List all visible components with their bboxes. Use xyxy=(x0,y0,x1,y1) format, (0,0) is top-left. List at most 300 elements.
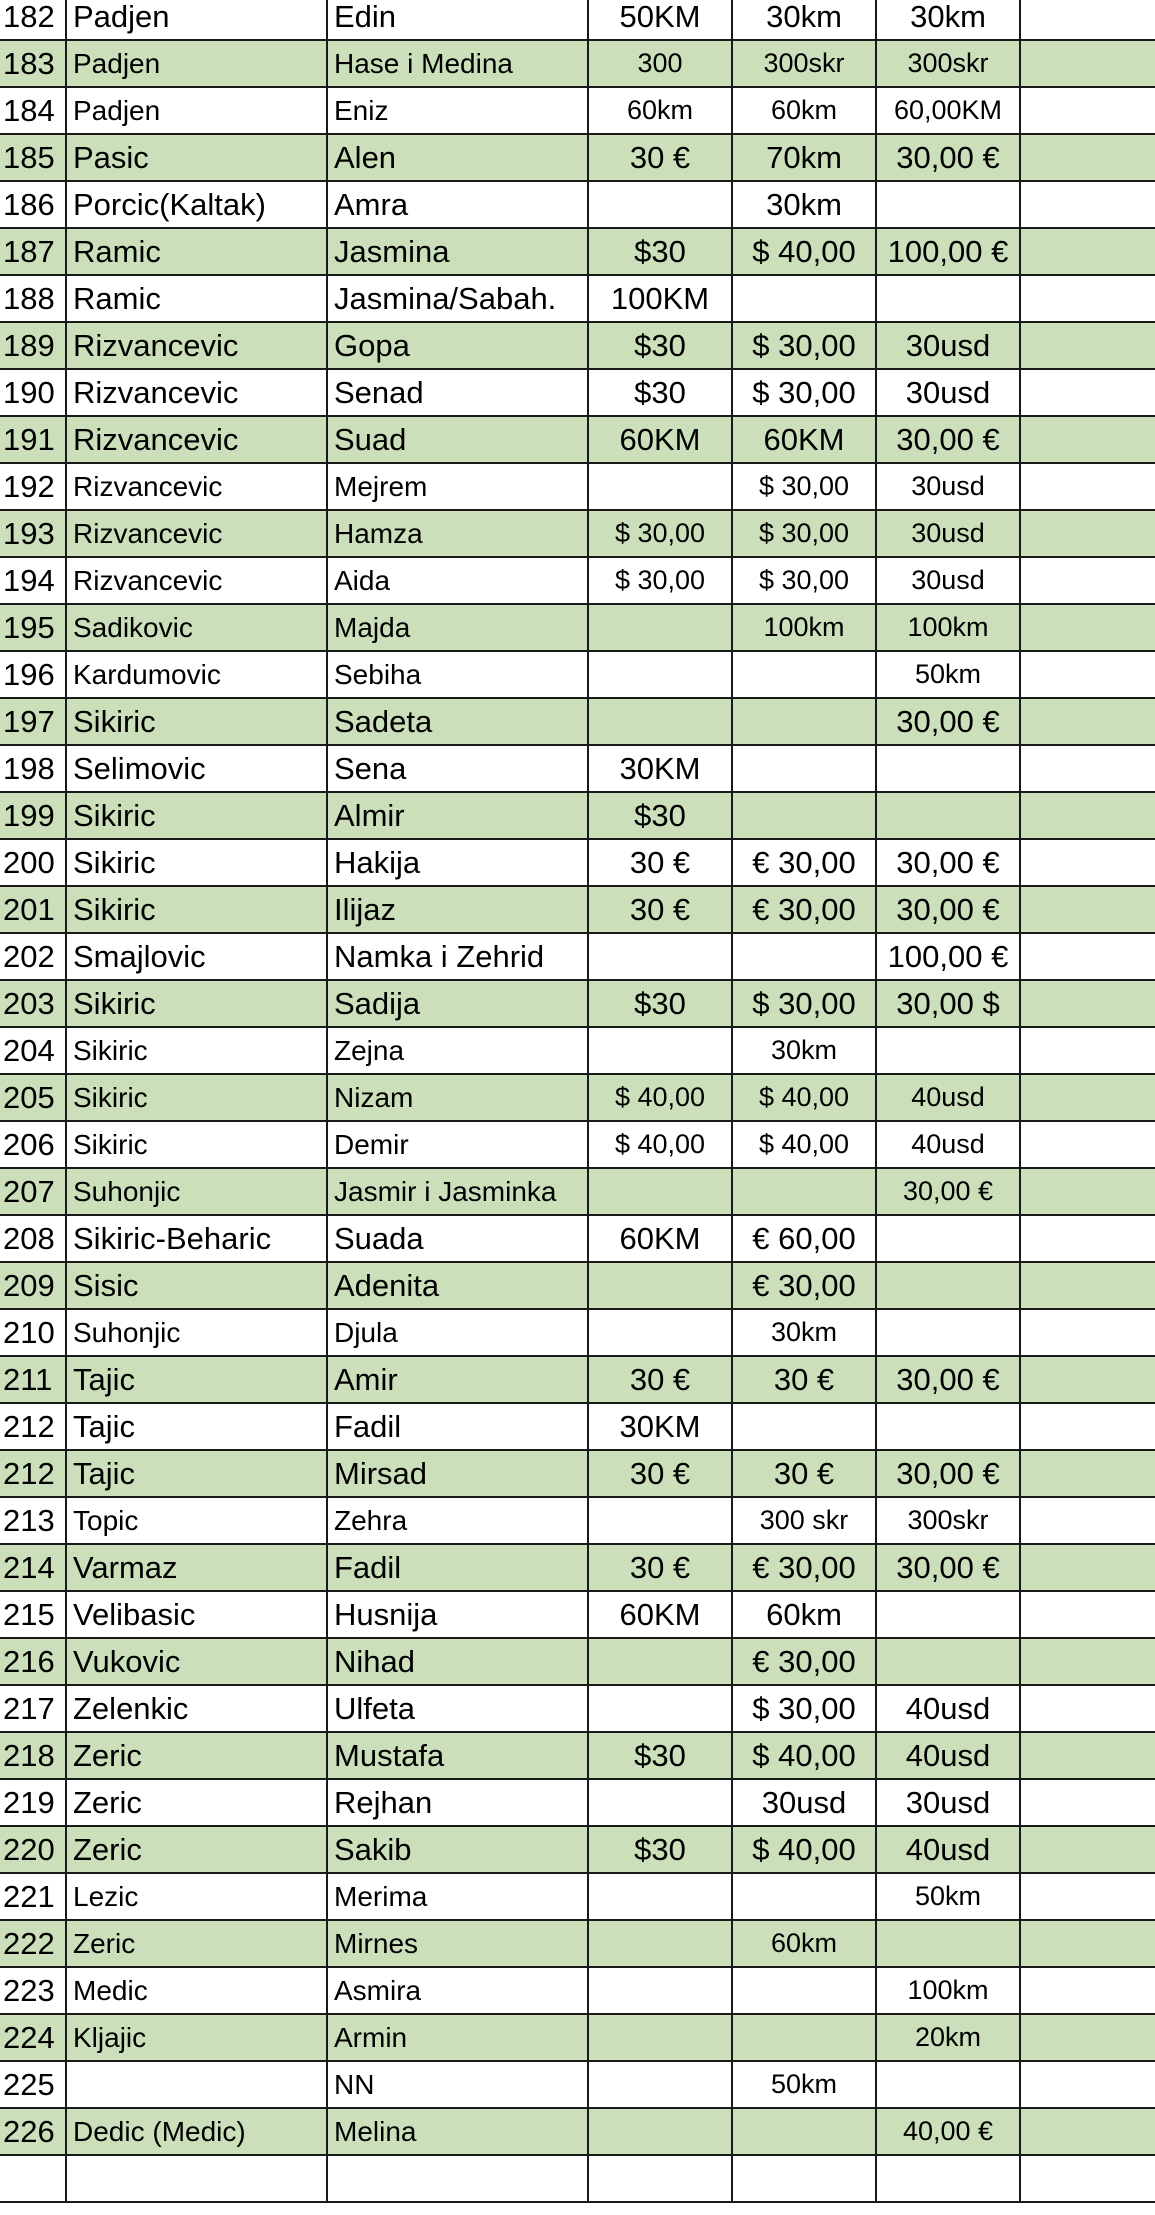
last-name-cell[interactable]: Zeric xyxy=(66,1920,327,1967)
row-number-cell[interactable]: 222 xyxy=(0,1920,66,1967)
last-name-cell[interactable]: Tajic xyxy=(66,1356,327,1403)
empty-cell[interactable] xyxy=(1020,2108,1155,2155)
first-name-cell[interactable]: Sadeta xyxy=(327,698,588,745)
amount-cell-2[interactable] xyxy=(732,2155,876,2202)
empty-cell[interactable] xyxy=(1020,604,1155,651)
amount-cell-3[interactable]: 30,00 € xyxy=(876,886,1020,933)
table-row[interactable] xyxy=(0,228,1155,275)
last-name-cell[interactable]: Selimovic xyxy=(66,745,327,792)
amount-cell-2[interactable] xyxy=(732,1403,876,1450)
amount-cell-3[interactable]: 30usd xyxy=(876,1779,1020,1826)
first-name-cell[interactable]: Nihad xyxy=(327,1638,588,1685)
empty-cell[interactable] xyxy=(1020,1121,1155,1168)
row-number-cell[interactable]: 182 xyxy=(0,0,66,40)
table-row[interactable] xyxy=(0,87,1155,134)
row-number-cell[interactable]: 205 xyxy=(0,1074,66,1121)
first-name-cell[interactable]: Nizam xyxy=(327,1074,588,1121)
amount-cell-3[interactable]: 30,00 € xyxy=(876,1544,1020,1591)
amount-cell-1[interactable] xyxy=(588,2014,732,2061)
last-name-cell[interactable]: Padjen xyxy=(66,40,327,87)
table-row[interactable] xyxy=(0,745,1155,792)
amount-cell-3[interactable] xyxy=(876,1262,1020,1309)
last-name-cell[interactable] xyxy=(66,2155,327,2202)
last-name-cell[interactable]: Ramic xyxy=(66,275,327,322)
row-number-cell[interactable]: 217 xyxy=(0,1685,66,1732)
last-name-cell[interactable]: Rizvancevic xyxy=(66,416,327,463)
amount-cell-1[interactable] xyxy=(588,651,732,698)
empty-cell[interactable] xyxy=(1020,416,1155,463)
first-name-cell[interactable]: Sena xyxy=(327,745,588,792)
row-number-cell[interactable]: 194 xyxy=(0,557,66,604)
first-name-cell[interactable]: Mejrem xyxy=(327,463,588,510)
amount-cell-3[interactable] xyxy=(876,1309,1020,1356)
row-number-cell[interactable]: 200 xyxy=(0,839,66,886)
table-row[interactable] xyxy=(0,0,1155,40)
last-name-cell[interactable]: Padjen xyxy=(66,87,327,134)
table-row[interactable] xyxy=(0,1638,1155,1685)
row-number-cell[interactable]: 199 xyxy=(0,792,66,839)
first-name-cell[interactable]: Adenita xyxy=(327,1262,588,1309)
table-row[interactable] xyxy=(0,1826,1155,1873)
amount-cell-2[interactable]: 70km xyxy=(732,134,876,181)
table-row[interactable] xyxy=(0,1074,1155,1121)
row-number-cell[interactable]: 224 xyxy=(0,2014,66,2061)
amount-cell-1[interactable]: 30KM xyxy=(588,1403,732,1450)
amount-cell-3[interactable]: 60,00KM xyxy=(876,87,1020,134)
amount-cell-3[interactable]: 30km xyxy=(876,0,1020,40)
row-number-cell[interactable]: 208 xyxy=(0,1215,66,1262)
amount-cell-3[interactable]: 30usd xyxy=(876,369,1020,416)
last-name-cell[interactable]: Porcic(Kaltak) xyxy=(66,181,327,228)
row-number-cell[interactable]: 195 xyxy=(0,604,66,651)
row-number-cell[interactable]: 201 xyxy=(0,886,66,933)
last-name-cell[interactable]: Rizvancevic xyxy=(66,369,327,416)
empty-cell[interactable] xyxy=(1020,40,1155,87)
amount-cell-1[interactable]: 30 € xyxy=(588,1544,732,1591)
first-name-cell[interactable]: Jasmina/Sabah. xyxy=(327,275,588,322)
amount-cell-2[interactable]: 30km xyxy=(732,1027,876,1074)
first-name-cell[interactable]: Husnija xyxy=(327,1591,588,1638)
amount-cell-2[interactable]: 30km xyxy=(732,0,876,40)
empty-cell[interactable] xyxy=(1020,933,1155,980)
amount-cell-1[interactable]: $ 30,00 xyxy=(588,510,732,557)
amount-cell-2[interactable]: 50km xyxy=(732,2061,876,2108)
first-name-cell[interactable]: Armin xyxy=(327,2014,588,2061)
table-row[interactable] xyxy=(0,1262,1155,1309)
first-name-cell[interactable]: Sakib xyxy=(327,1826,588,1873)
last-name-cell[interactable] xyxy=(66,2061,327,2108)
amount-cell-2[interactable] xyxy=(732,745,876,792)
row-number-cell[interactable]: 223 xyxy=(0,1967,66,2014)
amount-cell-3[interactable]: 100,00 € xyxy=(876,933,1020,980)
amount-cell-1[interactable] xyxy=(588,1873,732,1920)
last-name-cell[interactable]: Ramic xyxy=(66,228,327,275)
amount-cell-1[interactable] xyxy=(588,463,732,510)
amount-cell-3[interactable]: 40usd xyxy=(876,1826,1020,1873)
empty-cell[interactable] xyxy=(1020,1638,1155,1685)
amount-cell-2[interactable]: $ 30,00 xyxy=(732,369,876,416)
empty-cell[interactable] xyxy=(1020,1168,1155,1215)
last-name-cell[interactable]: Sisic xyxy=(66,1262,327,1309)
row-number-cell[interactable]: 184 xyxy=(0,87,66,134)
amount-cell-2[interactable] xyxy=(732,1967,876,2014)
amount-cell-2[interactable]: 60km xyxy=(732,87,876,134)
amount-cell-3[interactable]: 20km xyxy=(876,2014,1020,2061)
first-name-cell[interactable]: Zehra xyxy=(327,1497,588,1544)
amount-cell-1[interactable] xyxy=(588,1638,732,1685)
first-name-cell[interactable]: Hakija xyxy=(327,839,588,886)
amount-cell-2[interactable] xyxy=(732,275,876,322)
first-name-cell[interactable]: Jasmir i Jasminka xyxy=(327,1168,588,1215)
first-name-cell[interactable]: Namka i Zehrid xyxy=(327,933,588,980)
empty-cell[interactable] xyxy=(1020,87,1155,134)
amount-cell-1[interactable]: 60km xyxy=(588,87,732,134)
row-number-cell[interactable]: 183 xyxy=(0,40,66,87)
amount-cell-1[interactable]: 30 € xyxy=(588,134,732,181)
amount-cell-3[interactable] xyxy=(876,1638,1020,1685)
empty-cell[interactable] xyxy=(1020,369,1155,416)
row-number-cell[interactable]: 215 xyxy=(0,1591,66,1638)
last-name-cell[interactable]: Suhonjic xyxy=(66,1168,327,1215)
amount-cell-2[interactable] xyxy=(732,1873,876,1920)
first-name-cell[interactable]: Amir xyxy=(327,1356,588,1403)
table-row[interactable] xyxy=(0,1403,1155,1450)
amount-cell-3[interactable] xyxy=(876,792,1020,839)
table-row[interactable] xyxy=(0,980,1155,1027)
amount-cell-1[interactable]: 60KM xyxy=(588,1591,732,1638)
amount-cell-3[interactable]: 30usd xyxy=(876,322,1020,369)
amount-cell-3[interactable] xyxy=(876,275,1020,322)
amount-cell-1[interactable]: $ 40,00 xyxy=(588,1074,732,1121)
amount-cell-3[interactable] xyxy=(876,1215,1020,1262)
first-name-cell[interactable]: Gopa xyxy=(327,322,588,369)
table-row[interactable] xyxy=(0,1779,1155,1826)
table-row[interactable] xyxy=(0,1121,1155,1168)
table-row[interactable] xyxy=(0,1685,1155,1732)
empty-cell[interactable] xyxy=(1020,181,1155,228)
first-name-cell[interactable]: Amra xyxy=(327,181,588,228)
amount-cell-3[interactable]: 40usd xyxy=(876,1685,1020,1732)
amount-cell-1[interactable] xyxy=(588,2108,732,2155)
last-name-cell[interactable]: Tajic xyxy=(66,1403,327,1450)
amount-cell-2[interactable] xyxy=(732,1168,876,1215)
empty-cell[interactable] xyxy=(1020,1732,1155,1779)
amount-cell-3[interactable]: 50km xyxy=(876,1873,1020,1920)
row-number-cell[interactable]: 206 xyxy=(0,1121,66,1168)
table-row[interactable] xyxy=(0,604,1155,651)
amount-cell-3[interactable]: 40,00 € xyxy=(876,2108,1020,2155)
amount-cell-3[interactable] xyxy=(876,745,1020,792)
row-number-cell[interactable]: 216 xyxy=(0,1638,66,1685)
amount-cell-1[interactable]: $30 xyxy=(588,980,732,1027)
first-name-cell[interactable]: Hamza xyxy=(327,510,588,557)
amount-cell-2[interactable]: $ 30,00 xyxy=(732,322,876,369)
amount-cell-2[interactable]: € 30,00 xyxy=(732,1638,876,1685)
amount-cell-1[interactable] xyxy=(588,1309,732,1356)
amount-cell-3[interactable]: 40usd xyxy=(876,1074,1020,1121)
last-name-cell[interactable]: Rizvancevic xyxy=(66,510,327,557)
table-row[interactable] xyxy=(0,2108,1155,2155)
empty-cell[interactable] xyxy=(1020,2155,1155,2202)
empty-cell[interactable] xyxy=(1020,1309,1155,1356)
empty-cell[interactable] xyxy=(1020,1215,1155,1262)
first-name-cell[interactable]: Eniz xyxy=(327,87,588,134)
first-name-cell[interactable]: Suad xyxy=(327,416,588,463)
first-name-cell[interactable]: Zejna xyxy=(327,1027,588,1074)
amount-cell-2[interactable]: 30km xyxy=(732,1309,876,1356)
row-number-cell[interactable]: 191 xyxy=(0,416,66,463)
amount-cell-1[interactable]: $ 40,00 xyxy=(588,1121,732,1168)
last-name-cell[interactable]: Sikiric xyxy=(66,792,327,839)
amount-cell-3[interactable]: 30,00 € xyxy=(876,134,1020,181)
amount-cell-2[interactable]: € 60,00 xyxy=(732,1215,876,1262)
last-name-cell[interactable]: Lezic xyxy=(66,1873,327,1920)
row-number-cell[interactable]: 189 xyxy=(0,322,66,369)
first-name-cell[interactable]: Sebiha xyxy=(327,651,588,698)
amount-cell-3[interactable]: 30,00 € xyxy=(876,839,1020,886)
first-name-cell[interactable]: Rejhan xyxy=(327,1779,588,1826)
row-number-cell[interactable]: 196 xyxy=(0,651,66,698)
last-name-cell[interactable]: Sikiric xyxy=(66,1074,327,1121)
table-row[interactable] xyxy=(0,1920,1155,1967)
last-name-cell[interactable]: Pasic xyxy=(66,134,327,181)
table-row[interactable] xyxy=(0,1309,1155,1356)
amount-cell-1[interactable] xyxy=(588,2061,732,2108)
empty-cell[interactable] xyxy=(1020,0,1155,40)
amount-cell-1[interactable]: 30KM xyxy=(588,745,732,792)
amount-cell-2[interactable]: $ 30,00 xyxy=(732,557,876,604)
amount-cell-2[interactable]: € 30,00 xyxy=(732,839,876,886)
empty-cell[interactable] xyxy=(1020,886,1155,933)
amount-cell-1[interactable] xyxy=(588,1262,732,1309)
amount-cell-2[interactable]: $ 30,00 xyxy=(732,1685,876,1732)
amount-cell-2[interactable]: $ 40,00 xyxy=(732,1732,876,1779)
last-name-cell[interactable]: Kardumovic xyxy=(66,651,327,698)
amount-cell-1[interactable] xyxy=(588,2155,732,2202)
last-name-cell[interactable]: Vukovic xyxy=(66,1638,327,1685)
first-name-cell[interactable]: Ulfeta xyxy=(327,1685,588,1732)
table-row[interactable] xyxy=(0,1544,1155,1591)
first-name-cell[interactable]: Almir xyxy=(327,792,588,839)
amount-cell-1[interactable]: 30 € xyxy=(588,1450,732,1497)
table-row[interactable] xyxy=(0,651,1155,698)
empty-cell[interactable] xyxy=(1020,1497,1155,1544)
table-row[interactable] xyxy=(0,463,1155,510)
amount-cell-3[interactable] xyxy=(876,1591,1020,1638)
last-name-cell[interactable]: Rizvancevic xyxy=(66,463,327,510)
table-row[interactable] xyxy=(0,1168,1155,1215)
table-row[interactable] xyxy=(0,510,1155,557)
table-row[interactable] xyxy=(0,322,1155,369)
empty-cell[interactable] xyxy=(1020,1074,1155,1121)
amount-cell-3[interactable] xyxy=(876,1403,1020,1450)
amount-cell-1[interactable]: $ 30,00 xyxy=(588,557,732,604)
amount-cell-1[interactable] xyxy=(588,1497,732,1544)
table-row[interactable] xyxy=(0,2155,1155,2202)
first-name-cell[interactable]: NN xyxy=(327,2061,588,2108)
first-name-cell[interactable]: Suada xyxy=(327,1215,588,1262)
last-name-cell[interactable]: Kljajic xyxy=(66,2014,327,2061)
amount-cell-1[interactable]: 60KM xyxy=(588,416,732,463)
last-name-cell[interactable]: Zelenkic xyxy=(66,1685,327,1732)
amount-cell-2[interactable]: € 30,00 xyxy=(732,1262,876,1309)
table-row[interactable] xyxy=(0,886,1155,933)
row-number-cell[interactable]: 218 xyxy=(0,1732,66,1779)
amount-cell-3[interactable]: 50km xyxy=(876,651,1020,698)
amount-cell-3[interactable]: 100km xyxy=(876,604,1020,651)
amount-cell-2[interactable]: € 30,00 xyxy=(732,886,876,933)
row-number-cell[interactable]: 193 xyxy=(0,510,66,557)
empty-cell[interactable] xyxy=(1020,1873,1155,1920)
table-row[interactable] xyxy=(0,1027,1155,1074)
amount-cell-2[interactable]: 100km xyxy=(732,604,876,651)
last-name-cell[interactable]: Velibasic xyxy=(66,1591,327,1638)
empty-cell[interactable] xyxy=(1020,228,1155,275)
first-name-cell[interactable]: Demir xyxy=(327,1121,588,1168)
last-name-cell[interactable]: Sikiric-Beharic xyxy=(66,1215,327,1262)
row-number-cell[interactable]: 185 xyxy=(0,134,66,181)
row-number-cell[interactable]: 190 xyxy=(0,369,66,416)
last-name-cell[interactable]: Rizvancevic xyxy=(66,557,327,604)
row-number-cell[interactable]: 220 xyxy=(0,1826,66,1873)
empty-cell[interactable] xyxy=(1020,1356,1155,1403)
table-row[interactable] xyxy=(0,2061,1155,2108)
last-name-cell[interactable]: Varmaz xyxy=(66,1544,327,1591)
amount-cell-3[interactable]: 30usd xyxy=(876,463,1020,510)
amount-cell-2[interactable]: € 30,00 xyxy=(732,1544,876,1591)
amount-cell-3[interactable]: 30usd xyxy=(876,510,1020,557)
amount-cell-3[interactable]: 30,00 € xyxy=(876,416,1020,463)
amount-cell-1[interactable] xyxy=(588,1685,732,1732)
row-number-cell[interactable]: 202 xyxy=(0,933,66,980)
row-number-cell[interactable]: 188 xyxy=(0,275,66,322)
amount-cell-3[interactable] xyxy=(876,2061,1020,2108)
row-number-cell[interactable]: 212 xyxy=(0,1403,66,1450)
amount-cell-2[interactable]: 300 skr xyxy=(732,1497,876,1544)
row-number-cell[interactable]: 203 xyxy=(0,980,66,1027)
amount-cell-2[interactable] xyxy=(732,651,876,698)
amount-cell-1[interactable]: $30 xyxy=(588,369,732,416)
table-row[interactable] xyxy=(0,40,1155,87)
last-name-cell[interactable]: Dedic (Medic) xyxy=(66,2108,327,2155)
amount-cell-3[interactable]: 40usd xyxy=(876,1121,1020,1168)
amount-cell-2[interactable] xyxy=(732,933,876,980)
row-number-cell[interactable]: 197 xyxy=(0,698,66,745)
last-name-cell[interactable]: Tajic xyxy=(66,1450,327,1497)
empty-cell[interactable] xyxy=(1020,2061,1155,2108)
first-name-cell[interactable]: Hase i Medina xyxy=(327,40,588,87)
last-name-cell[interactable]: Sikiric xyxy=(66,839,327,886)
empty-cell[interactable] xyxy=(1020,1544,1155,1591)
first-name-cell[interactable]: Senad xyxy=(327,369,588,416)
empty-cell[interactable] xyxy=(1020,1027,1155,1074)
empty-cell[interactable] xyxy=(1020,1826,1155,1873)
empty-cell[interactable] xyxy=(1020,322,1155,369)
amount-cell-3[interactable]: 30,00 € xyxy=(876,1450,1020,1497)
row-number-cell[interactable]: 213 xyxy=(0,1497,66,1544)
amount-cell-2[interactable]: $ 40,00 xyxy=(732,228,876,275)
row-number-cell[interactable]: 219 xyxy=(0,1779,66,1826)
row-number-cell[interactable]: 204 xyxy=(0,1027,66,1074)
amount-cell-1[interactable]: 30 € xyxy=(588,886,732,933)
table-row[interactable] xyxy=(0,1450,1155,1497)
amount-cell-3[interactable] xyxy=(876,1027,1020,1074)
last-name-cell[interactable]: Sikiric xyxy=(66,886,327,933)
first-name-cell[interactable]: Alen xyxy=(327,134,588,181)
table-row[interactable] xyxy=(0,2014,1155,2061)
first-name-cell[interactable]: Sadija xyxy=(327,980,588,1027)
amount-cell-2[interactable]: $ 40,00 xyxy=(732,1121,876,1168)
last-name-cell[interactable]: Suhonjic xyxy=(66,1309,327,1356)
amount-cell-2[interactable]: 300skr xyxy=(732,40,876,87)
amount-cell-1[interactable] xyxy=(588,1027,732,1074)
empty-cell[interactable] xyxy=(1020,1262,1155,1309)
empty-cell[interactable] xyxy=(1020,1403,1155,1450)
amount-cell-1[interactable] xyxy=(588,1168,732,1215)
amount-cell-2[interactable] xyxy=(732,2108,876,2155)
amount-cell-1[interactable]: 30 € xyxy=(588,1356,732,1403)
first-name-cell[interactable]: Melina xyxy=(327,2108,588,2155)
last-name-cell[interactable]: Sikiric xyxy=(66,1027,327,1074)
empty-cell[interactable] xyxy=(1020,792,1155,839)
amount-cell-3[interactable]: 30,00 € xyxy=(876,698,1020,745)
empty-cell[interactable] xyxy=(1020,1920,1155,1967)
last-name-cell[interactable]: Sikiric xyxy=(66,1121,327,1168)
row-number-cell[interactable]: 226 xyxy=(0,2108,66,2155)
table-row[interactable] xyxy=(0,1215,1155,1262)
amount-cell-3[interactable]: 100km xyxy=(876,1967,1020,2014)
amount-cell-2[interactable]: 60km xyxy=(732,1591,876,1638)
amount-cell-3[interactable] xyxy=(876,1920,1020,1967)
first-name-cell[interactable]: Asmira xyxy=(327,1967,588,2014)
table-row[interactable] xyxy=(0,1732,1155,1779)
row-number-cell[interactable]: 211 xyxy=(0,1356,66,1403)
first-name-cell[interactable]: Mustafa xyxy=(327,1732,588,1779)
last-name-cell[interactable]: Sikiric xyxy=(66,980,327,1027)
amount-cell-1[interactable] xyxy=(588,181,732,228)
table-row[interactable] xyxy=(0,134,1155,181)
row-number-cell[interactable]: 209 xyxy=(0,1262,66,1309)
first-name-cell[interactable]: Mirsad xyxy=(327,1450,588,1497)
table-row[interactable] xyxy=(0,933,1155,980)
amount-cell-1[interactable] xyxy=(588,1779,732,1826)
table-row[interactable] xyxy=(0,416,1155,463)
amount-cell-2[interactable] xyxy=(732,2014,876,2061)
empty-cell[interactable] xyxy=(1020,275,1155,322)
last-name-cell[interactable]: Topic xyxy=(66,1497,327,1544)
amount-cell-1[interactable]: $30 xyxy=(588,1732,732,1779)
amount-cell-3[interactable]: 30usd xyxy=(876,557,1020,604)
amount-cell-2[interactable]: $ 30,00 xyxy=(732,463,876,510)
first-name-cell[interactable]: Edin xyxy=(327,0,588,40)
last-name-cell[interactable]: Sadikovic xyxy=(66,604,327,651)
amount-cell-3[interactable]: 300skr xyxy=(876,40,1020,87)
empty-cell[interactable] xyxy=(1020,1967,1155,2014)
amount-cell-1[interactable] xyxy=(588,1967,732,2014)
row-number-cell[interactable]: 212 xyxy=(0,1450,66,1497)
amount-cell-3[interactable]: 300skr xyxy=(876,1497,1020,1544)
amount-cell-2[interactable]: 30 € xyxy=(732,1450,876,1497)
amount-cell-2[interactable]: 60KM xyxy=(732,416,876,463)
first-name-cell[interactable]: Majda xyxy=(327,604,588,651)
empty-cell[interactable] xyxy=(1020,1779,1155,1826)
row-number-cell[interactable] xyxy=(0,2155,66,2202)
table-row[interactable] xyxy=(0,839,1155,886)
row-number-cell[interactable]: 186 xyxy=(0,181,66,228)
row-number-cell[interactable]: 187 xyxy=(0,228,66,275)
first-name-cell[interactable]: Fadil xyxy=(327,1544,588,1591)
amount-cell-1[interactable]: 60KM xyxy=(588,1215,732,1262)
